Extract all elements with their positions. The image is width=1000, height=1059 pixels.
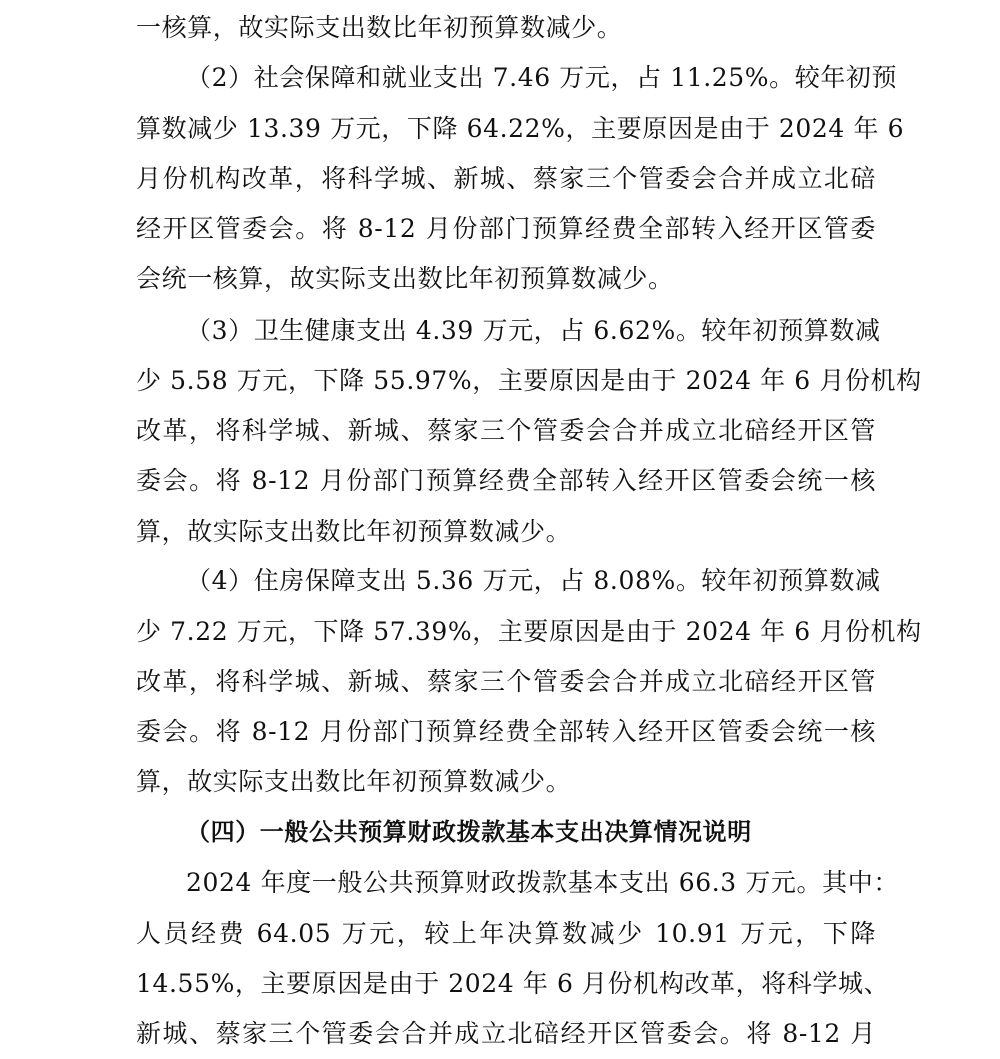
paragraph-line: 委会。将 8-12 月份部门预算经费全部转入经开区管委会统一核 — [136, 717, 876, 746]
paragraph-line: 算，故实际支出数比年初预算数减少。 — [136, 517, 572, 546]
paragraph-line: 经开区管委会。将 8-12 月份部门预算经费全部转入经开区管委 — [136, 214, 876, 243]
paragraph-line: 少 7.22 万元，下降 57.39%，主要原因是由于 2024 年 6 月份机构 — [136, 617, 922, 646]
paragraph-line: （4）住房保障支出 5.36 万元，占 8.08%。较年初预算数减 — [186, 566, 881, 595]
paragraph-line: 人员经费 64.05 万元，较上年决算数减少 10.91 万元，下降 — [136, 919, 876, 948]
paragraph-line: 改革，将科学城、新城、蔡家三个管委会合并成立北碚经开区管 — [136, 667, 876, 696]
paragraph-line: 算数减少 13.39 万元，下降 64.22%，主要原因是由于 2024 年 6 — [136, 114, 905, 143]
paragraph-line: 会统一核算，故实际支出数比年初预算数减少。 — [136, 264, 674, 293]
paragraph-line: 14.55%，主要原因是由于 2024 年 6 月份机构改革，将科学城、 — [136, 969, 890, 998]
paragraph-line: 2024 年度一般公共预算财政拨款基本支出 66.3 万元。其中： — [186, 868, 899, 897]
paragraph-line: 改革，将科学城、新城、蔡家三个管委会合并成立北碚经开区管 — [136, 416, 876, 445]
paragraph-line: （3）卫生健康支出 4.39 万元，占 6.62%。较年初预算数减 — [186, 316, 881, 345]
paragraph-line: 算，故实际支出数比年初预算数减少。 — [136, 767, 572, 796]
paragraph-line: 月份机构改革，将科学城、新城、蔡家三个管委会合并成立北碚 — [136, 164, 876, 193]
section-heading: （四）一般公共预算财政拨款基本支出决算情况说明 — [186, 818, 752, 846]
paragraph-line: 新城、蔡家三个管委会合并成立北碚经开区管委会。将 8-12 月 — [136, 1019, 876, 1048]
paragraph-line: （2）社会保障和就业支出 7.46 万元，占 11.25%。较年初预 — [186, 63, 898, 92]
paragraph-line: 少 5.58 万元，下降 55.97%，主要原因是由于 2024 年 6 月份机构 — [136, 366, 922, 395]
paragraph-line: 一核算，故实际支出数比年初预算数减少。 — [136, 13, 623, 42]
paragraph-line: 委会。将 8-12 月份部门预算经费全部转入经开区管委会统一核 — [136, 466, 876, 495]
